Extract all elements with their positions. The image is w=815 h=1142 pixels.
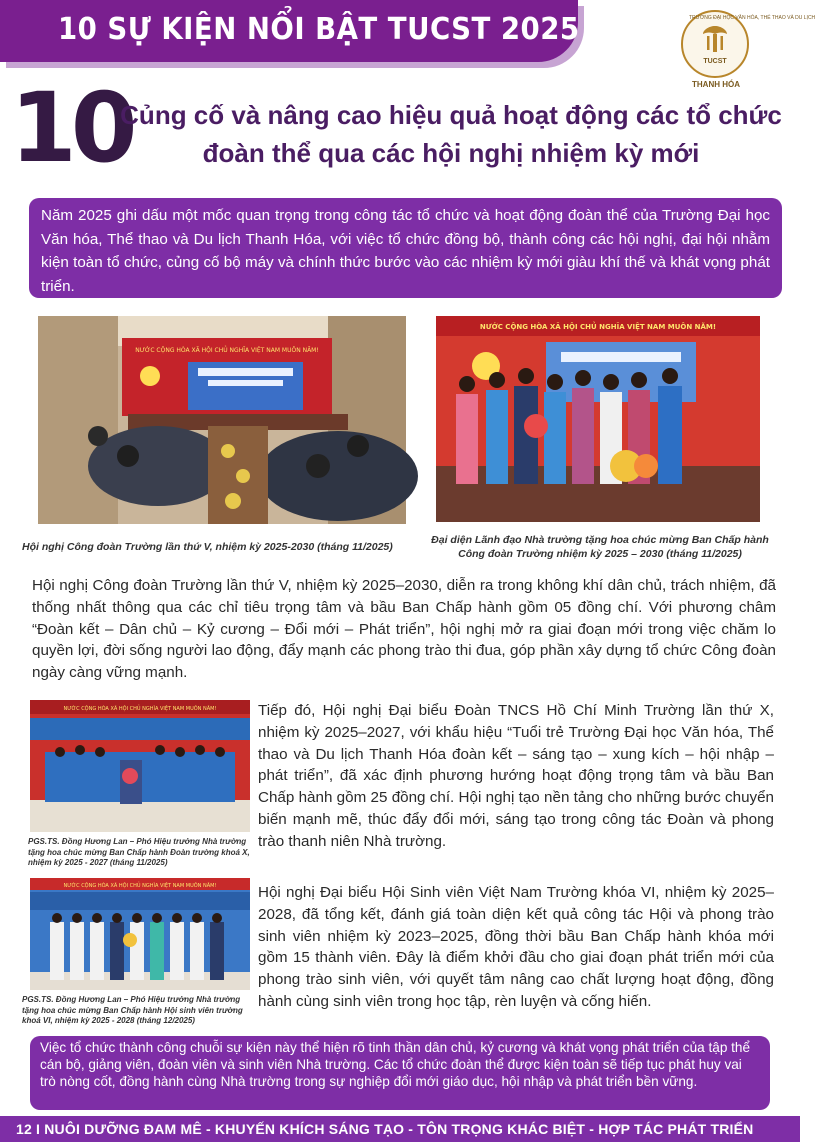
- photo-union-flowers: [436, 316, 760, 522]
- section-heading: Củng cố và nâng cao hiệu quả hoạt động các tổ chức đoàn thể qua các hội nghị nhiệm kỳ mới: [120, 100, 782, 168]
- section-number: 10: [10, 72, 132, 184]
- caption-photo-1: Hội nghị Công đoàn Trường lần thứ V, nhiệm kỳ 2025-2030 (tháng 11/2025): [22, 541, 393, 553]
- paragraph-union: Hội nghị Công đoàn Trường lần thứ V, nhiệm kỳ 2025–2030, diễn ra trong không khí dân chủ, trách nhiệm, đã thống nhất thông qua các chỉ tiêu trọng tâm và bầu Ban Chấp hành gồm 05 đồng chí. Với phương châm “Đoàn kết – Dân chủ – Kỷ cương – Đổi mới – Phát triển”, hội nghị mở ra giai đoạn mới trong việc chăm lo quyền lợi, đời sống người lao động, đẩy mạnh các phong trào thi đua, góp phần xây dựng tổ chức Công đoàn ngày càng vững mạnh.: [32, 577, 776, 682]
- student-banner-text: NƯỚC CỘNG HÒA XÃ HỘI CHỦ NGHĨA VIỆT NAM MUÔN NĂM!: [63, 883, 217, 889]
- footer-bar: [0, 1116, 800, 1142]
- hall-banner-text: NƯỚC CỘNG HÒA XÃ HỘI CHỦ NGHĨA VIỆT NAM MUÔN NĂM!: [135, 347, 319, 354]
- closing-box: [30, 1036, 770, 1110]
- youth-banner-text: NƯỚC CỘNG HÒA XÃ HỘI CHỦ NGHĨA VIỆT NAM MUÔN NĂM!: [63, 706, 217, 712]
- logo-city: THANH HÓA: [692, 80, 740, 89]
- paragraph-student-association: Hội nghị Đại biểu Hội Sinh viên Việt Nam Trường khóa VI, nhiệm kỳ 2025–2028, đã tổng kết, đánh giá toàn diện kết quả công tác Hội và phong trào sinh viên nhiệm kỳ 2023–2025, đồng thời bầu Ban Chấp hành khóa mới gồm 15 thành viên. Đây là điểm khởi đầu cho giai đoạn phát triển mới của phong trào sinh viên, với quyết tâm nâng cao chất lượng hoạt động, đồng hành cùng sinh viên trong học tập, rèn luyện và cống hiến.: [258, 884, 774, 1010]
- intro-box: [29, 198, 782, 298]
- intro-text: Năm 2025 ghi dấu một mốc quan trọng trong công tác tổ chức và hoạt động đoàn thể của Trường Đại học Văn hóa, Thể thao và Du lịch Thanh Hóa, với việc tổ chức đồng bộ, thành công các hội nghị, đại hội nhằm kiện toàn tổ chức, củng cố bộ máy và chính thức bước vào các nhiệm kỳ mới giàu khí thế và khát vọng phát triển.: [41, 207, 770, 295]
- photo-student-association: [30, 878, 250, 990]
- page-title: 10 SỰ KIỆN NỔI BẬT TUCST 2025: [58, 12, 580, 47]
- photo-union-conference: [38, 316, 406, 524]
- logo-name: TUCST: [703, 58, 727, 65]
- closing-text: Việc tổ chức thành công chuỗi sự kiện này thể hiện rõ tinh thần dân chủ, kỷ cương và khát vọng phát triển của tập thể cán bộ, giảng viên, đoàn viên và sinh viên Nhà trường. Các tổ chức đoàn thể được kiện toàn sẽ tiếp tục phát huy vai trò nòng cốt, đồng hành cùng Nhà trường trong sự nghiệp đổi mới giáo dục, hội nhập và phát triển bền vững.: [40, 1040, 751, 1089]
- stage-banner-text: NƯỚC CỘNG HÒA XÃ HỘI CHỦ NGHĨA VIỆT NAM MUÔN NĂM!: [479, 323, 717, 331]
- paragraph-youth-union: Tiếp đó, Hội nghị Đại biểu Đoàn TNCS Hồ Chí Minh Trường lần thứ X, nhiệm kỳ 2025–2027, với khẩu hiệu “Tuổi trẻ Trường Đại học Văn hóa, Thể thao và Du lịch Thanh Hóa đoàn kết – sáng tạo – xung kích – hội nhập – phát triển”, đã xác định phương hướng hoạt động trọng tâm và bầu Ban Chấp hành gồm 25 đồng chí. Hội nghị tạo nền tảng cho những bước chuyển biến mạnh mẽ, thúc đẩy đổi mới, sáng tạo trong công tác Đoàn và phong trào thanh niên Nhà trường.: [258, 702, 774, 850]
- school-logo: [681, 10, 815, 78]
- logo-arc-text: TRƯỜNG ĐẠI HỌC VĂN HÓA, THỂ THAO VÀ DU LỊCH: [689, 15, 815, 21]
- caption-photo-2: Đại diện Lãnh đạo Nhà trường tặng hoa chúc mừng Ban Chấp hành Công đoàn Trường nhiệm kỳ 2025 – 2030 (tháng 11/2025): [431, 534, 769, 560]
- caption-photo-3: PGS.TS. Đồng Hương Lan – Phó Hiệu trưởng Nhà trường tặng hoa chúc mừng Ban Chấp hành Đoàn trường khoá X, nhiệm kỳ 2025 - 2027 (tháng 11/2025): [28, 837, 250, 867]
- photo-youth-union: [30, 700, 250, 832]
- footer-text: 12 I NUÔI DƯỠNG ĐAM MÊ - KHUYẾN KHÍCH SÁNG TẠO - TÔN TRỌNG KHÁC BIỆT - HỢP TÁC PHÁT TRIỂN: [16, 1121, 754, 1137]
- tree-icon: [699, 24, 731, 54]
- caption-photo-4: PGS.TS. Đồng Hương Lan – Phó Hiệu trưởng Nhà trường tặng hoa chúc mừng Ban Chấp hành Hội sinh viên trường khoá VI, nhiệm kỳ 2025 - 2028 (tháng 12/2025): [22, 995, 243, 1025]
